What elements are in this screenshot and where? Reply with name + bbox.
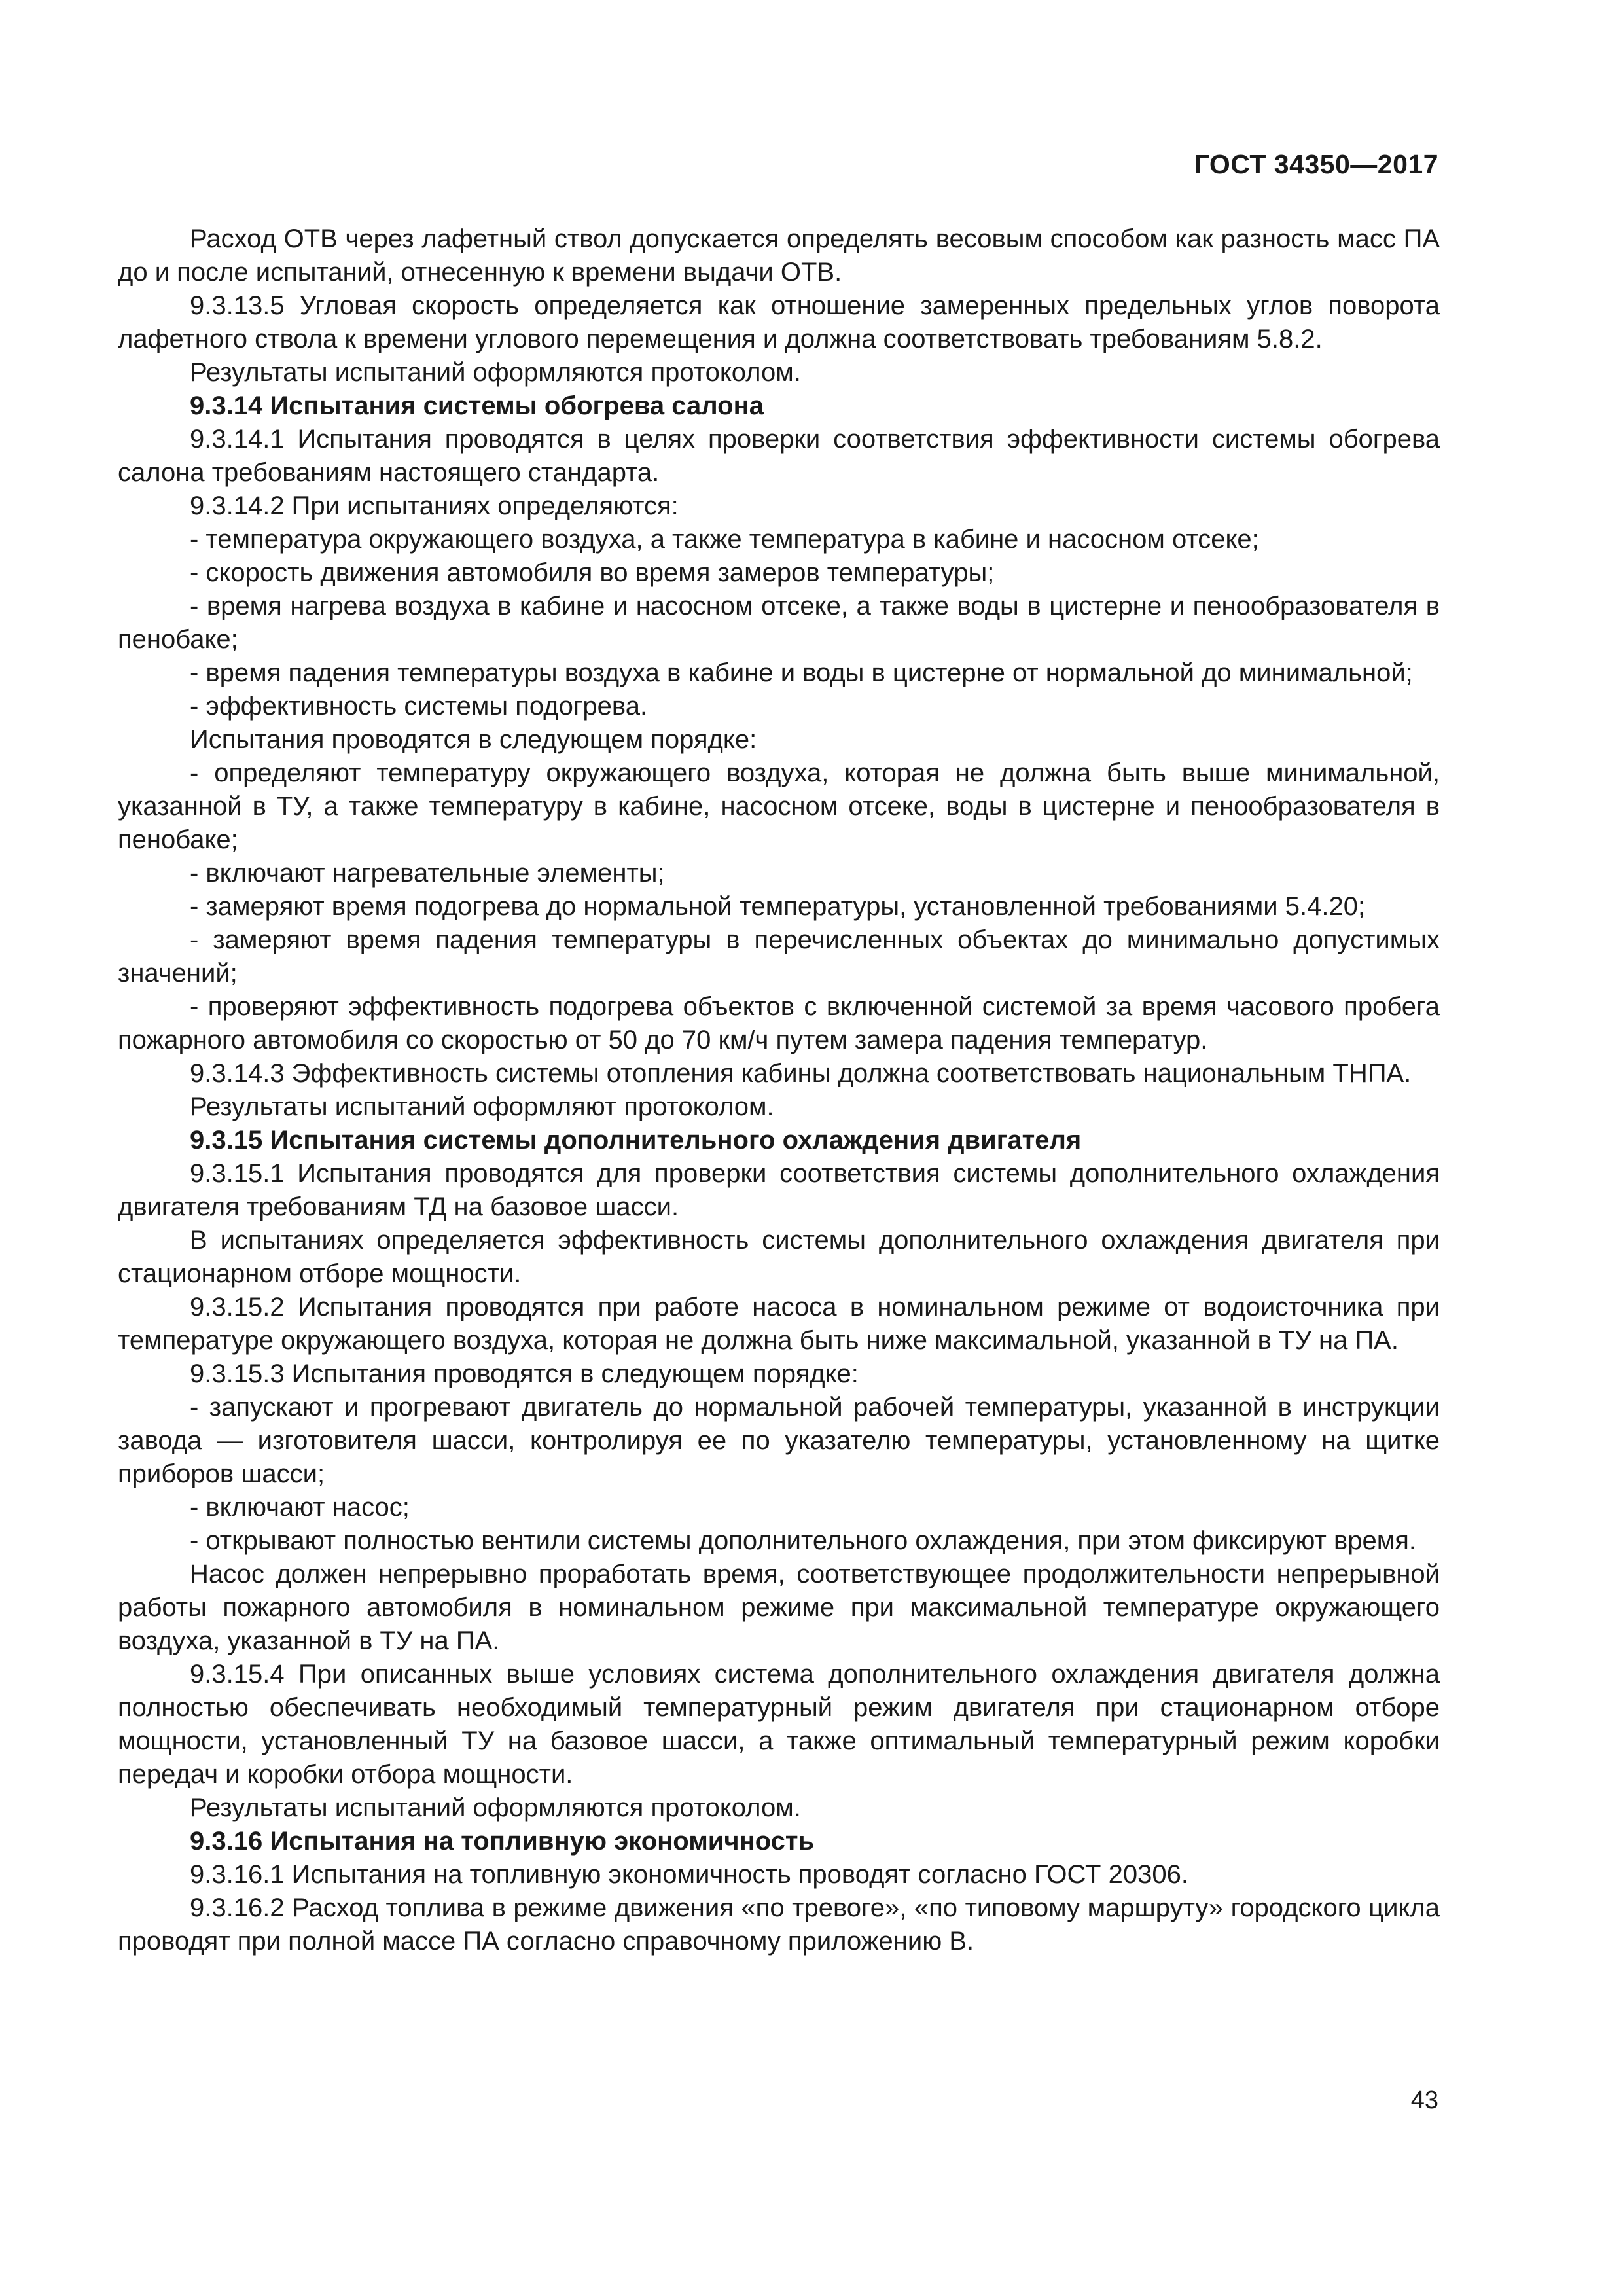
list-item: - запускают и прогревают двигатель до нормальной рабочей температуры, указанной в инструкции завода — изготовителя шасси, контролируя ее по указателю температуры, установленному на щитке приборов шасси; xyxy=(118,1393,1440,1488)
list-item: - включают насос; xyxy=(190,1493,410,1522)
document-body xyxy=(118,223,1440,1958)
list-item: - время нагрева воздуха в кабине и насосном отсеке, а также воды в цистерне и пенообразователя в пенобаке; xyxy=(118,592,1440,654)
paragraph: 9.3.14.1 Испытания проводятся в целях проверки соответствия эффективности системы обогрева салона требованиям настоящего стандарта. xyxy=(118,425,1440,487)
list-item: - эффективность системы подогрева. xyxy=(190,692,648,721)
paragraph: Результаты испытаний оформляют протоколом. xyxy=(190,1092,774,1121)
paragraph: 9.3.14.3 Эффективность системы отопления кабины должна соответствовать национальным ТНПА. xyxy=(190,1059,1412,1088)
paragraph: 9.3.16.2 Расход топлива в режиме движения «по тревоге», «по типовому маршруту» городского цикла проводят при полной массе ПА согласно справочному приложению В. xyxy=(118,1893,1440,1956)
paragraph: 9.3.16.1 Испытания на топливную экономичность проводят согласно ГОСТ 20306. xyxy=(190,1860,1188,1889)
list-item: - проверяют эффективность подогрева объектов с включенной системой за время часового пробега пожарного автомобиля со скоростью от 50 до 70 км/ч путем замера падения температур. xyxy=(118,992,1440,1054)
list-item: - скорость движения автомобиля во время замеров температуры; xyxy=(190,558,995,587)
list-item: - время падения температуры воздуха в кабине и воды в цистерне от нормальной до минимальной; xyxy=(190,658,1413,687)
paragraph: Расход ОТВ через лафетный ствол допускается определять весовым способом как разность масс ПА до и после испытаний, отнесенную к времени выдачи ОТВ. xyxy=(118,224,1440,287)
paragraph: Насос должен непрерывно проработать время, соответствующее продолжительности непрерывной работы пожарного автомобиля в номинальном режиме при максимальной температуре окружающего воздуха, указанной в ТУ на ПА. xyxy=(118,1560,1440,1655)
document-code: ГОСТ 34350—2017 xyxy=(1194,149,1438,179)
paragraph: Результаты испытаний оформляются протоколом. xyxy=(190,1793,801,1822)
paragraph: 9.3.15.1 Испытания проводятся для проверки соответствия системы дополнительного охлаждения двигателя требованиям ТД на базовое шасси. xyxy=(118,1159,1440,1221)
paragraph: 9.3.13.5 Угловая скорость определяется как отношение замеренных предельных углов поворота лафетного ствола к времени углового перемещения и должна соответствовать требованиям 5.8.2. xyxy=(118,291,1440,353)
section-heading-9-3-16: 9.3.16 Испытания на топливную экономичность xyxy=(190,1827,815,1856)
list-item: - определяют температуру окружающего воздуха, которая не должна быть выше минимальной, указанной в ТУ, а также температуру в кабине, насосном отсеке, воды в цистерне и пенообразователя в пенобаке; xyxy=(118,759,1440,854)
list-item: - включают нагревательные элементы; xyxy=(190,859,665,888)
page-number: 43 xyxy=(1410,2087,1438,2114)
paragraph: 9.3.15.3 Испытания проводятся в следующем порядке: xyxy=(190,1359,859,1388)
list-item: - замеряют время падения температуры в перечисленных объектах до минимально допустимых значений; xyxy=(118,925,1440,988)
section-heading-9-3-15: 9.3.15 Испытания системы дополнительного охлаждения двигателя xyxy=(190,1126,1082,1155)
paragraph: Испытания проводятся в следующем порядке: xyxy=(190,725,757,754)
list-item: - температура окружающего воздуха, а также температура в кабине и насосном отсеке; xyxy=(190,525,1259,554)
paragraph: 9.3.15.4 При описанных выше условиях система дополнительного охлаждения двигателя должна полностью обеспечивать необходимый температурный режим двигателя при стационарном отборе мощности, установленный ТУ на базовое шасси, а также оптимальный температурный режим коробки передач и коробки отбора мощности. xyxy=(118,1660,1440,1789)
paragraph: Результаты испытаний оформляются протоколом. xyxy=(190,358,801,387)
paragraph: 9.3.14.2 При испытаниях определяются: xyxy=(190,492,679,520)
paragraph: В испытаниях определяется эффективность системы дополнительного охлаждения двигателя при стационарном отборе мощности. xyxy=(118,1226,1440,1288)
list-item: - замеряют время подогрева до нормальной температуры, установленной требованиями 5.4.20; xyxy=(190,892,1366,921)
section-heading-9-3-14: 9.3.14 Испытания системы обогрева салона xyxy=(190,391,764,420)
list-item: - открывают полностью вентили системы дополнительного охлаждения, при этом фиксируют время. xyxy=(190,1526,1416,1555)
paragraph: 9.3.15.2 Испытания проводятся при работе насоса в номинальном режиме от водоисточника при температуре окружающего воздуха, которая не должна быть ниже максимальной, указанной в ТУ на ПА. xyxy=(118,1293,1440,1355)
